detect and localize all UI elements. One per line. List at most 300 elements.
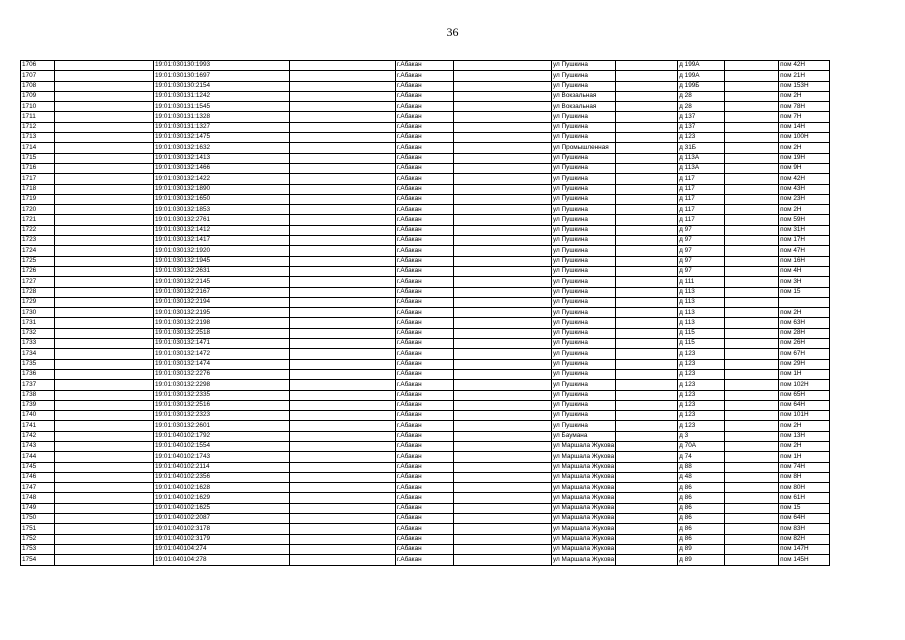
blank-cell <box>290 122 396 132</box>
blank-cell <box>725 143 779 153</box>
blank-cell <box>454 215 552 225</box>
blank-cell <box>55 266 154 276</box>
street-cell: ул Пушкина <box>552 163 616 173</box>
house-cell: д 123 <box>678 133 725 143</box>
blank-cell <box>725 472 779 482</box>
cadastral-number-cell: 19:01:030130:1993 <box>154 61 290 71</box>
blank-cell <box>616 81 678 91</box>
house-cell: д 199А <box>678 71 725 81</box>
row-number-cell: 1741 <box>21 421 55 431</box>
premises-cell: пом 2Н <box>779 205 830 215</box>
street-cell: ул Маршала Жукова <box>552 534 616 544</box>
blank-cell <box>725 328 779 338</box>
table-row <box>21 369 830 379</box>
blank-cell <box>725 256 779 266</box>
house-cell: д 86 <box>678 534 725 544</box>
street-cell: ул Пушкина <box>552 411 616 421</box>
blank-cell <box>290 534 396 544</box>
row-number-cell: 1739 <box>21 400 55 410</box>
blank-cell <box>290 514 396 524</box>
blank-cell <box>290 462 396 472</box>
house-cell: д 28 <box>678 91 725 101</box>
table-row <box>21 81 830 91</box>
row-number-cell: 1720 <box>21 205 55 215</box>
blank-cell <box>55 339 154 349</box>
blank-cell <box>454 349 552 359</box>
blank-cell <box>616 112 678 122</box>
blank-cell <box>454 194 552 204</box>
house-cell: д 117 <box>678 174 725 184</box>
city-cell: г.Абакан <box>396 236 454 246</box>
blank-cell <box>55 534 154 544</box>
blank-cell <box>616 163 678 173</box>
table-row <box>21 174 830 184</box>
blank-cell <box>55 246 154 256</box>
house-cell: д 97 <box>678 236 725 246</box>
table-row <box>21 380 830 390</box>
street-cell: ул Пушкина <box>552 328 616 338</box>
table-row <box>21 112 830 122</box>
city-cell: г.Абакан <box>396 174 454 184</box>
premises-cell: пом 100Н <box>779 133 830 143</box>
street-cell: ул Пушкина <box>552 308 616 318</box>
blank-cell <box>725 205 779 215</box>
blank-cell <box>454 390 552 400</box>
cadastral-number-cell: 19:01:040102:1629 <box>154 493 290 503</box>
cadastral-number-cell: 19:01:040102:1743 <box>154 452 290 462</box>
blank-cell <box>454 514 552 524</box>
city-cell: г.Абакан <box>396 544 454 554</box>
table-row <box>21 390 830 400</box>
street-cell: ул Маршала Жукова <box>552 472 616 482</box>
blank-cell <box>725 246 779 256</box>
city-cell: г.Абакан <box>396 462 454 472</box>
blank-cell <box>725 421 779 431</box>
row-number-cell: 1717 <box>21 174 55 184</box>
blank-cell <box>454 544 552 554</box>
blank-cell <box>725 266 779 276</box>
premises-cell: пом 2Н <box>779 421 830 431</box>
blank-cell <box>725 81 779 91</box>
table-row <box>21 143 830 153</box>
premises-cell: пом 63Н <box>779 318 830 328</box>
cadastral-number-cell: 19:01:030132:1890 <box>154 184 290 194</box>
street-cell: ул Пушкина <box>552 318 616 328</box>
premises-cell: пом 8Н <box>779 472 830 482</box>
table-row <box>21 246 830 256</box>
blank-cell <box>454 400 552 410</box>
table-row <box>21 328 830 338</box>
blank-cell <box>616 431 678 441</box>
street-cell: ул Пушкина <box>552 71 616 81</box>
house-cell: д 89 <box>678 544 725 554</box>
house-cell: д 86 <box>678 493 725 503</box>
cadastral-number-cell: 19:01:040102:3179 <box>154 534 290 544</box>
row-number-cell: 1732 <box>21 328 55 338</box>
premises-cell: пом 2Н <box>779 143 830 153</box>
blank-cell <box>55 277 154 287</box>
house-cell: д 113 <box>678 318 725 328</box>
blank-cell <box>290 266 396 276</box>
row-number-cell: 1716 <box>21 163 55 173</box>
house-cell: д 97 <box>678 266 725 276</box>
blank-cell <box>616 133 678 143</box>
blank-cell <box>290 483 396 493</box>
street-cell: ул Пушкина <box>552 153 616 163</box>
cadastral-number-cell: 19:01:030132:2167 <box>154 287 290 297</box>
street-cell: ул Маршала Жукова <box>552 555 616 565</box>
blank-cell <box>55 91 154 101</box>
blank-cell <box>725 544 779 554</box>
blank-cell <box>290 184 396 194</box>
street-cell: ул Пушкина <box>552 112 616 122</box>
blank-cell <box>55 328 154 338</box>
table-row <box>21 441 830 451</box>
city-cell: г.Абакан <box>396 483 454 493</box>
table-row <box>21 452 830 462</box>
blank-cell <box>454 122 552 132</box>
city-cell: г.Абакан <box>396 421 454 431</box>
street-cell: ул Пушкина <box>552 184 616 194</box>
blank-cell <box>55 215 154 225</box>
house-cell: д 123 <box>678 380 725 390</box>
blank-cell <box>55 71 154 81</box>
blank-cell <box>454 452 552 462</box>
blank-cell <box>55 380 154 390</box>
blank-cell <box>616 215 678 225</box>
street-cell: ул Пушкина <box>552 61 616 71</box>
cadastral-number-cell: 19:01:030132:1920 <box>154 246 290 256</box>
house-cell: д 3 <box>678 431 725 441</box>
cadastral-number-cell: 19:01:030132:2145 <box>154 277 290 287</box>
premises-cell: пом 59Н <box>779 215 830 225</box>
blank-cell <box>616 359 678 369</box>
cadastral-number-cell: 19:01:040102:1625 <box>154 503 290 513</box>
cadastral-number-cell: 19:01:030132:2298 <box>154 380 290 390</box>
premises-cell: пом 15 <box>779 287 830 297</box>
row-number-cell: 1718 <box>21 184 55 194</box>
blank-cell <box>454 421 552 431</box>
house-cell: д 86 <box>678 524 725 534</box>
city-cell: г.Абакан <box>396 297 454 307</box>
row-number-cell: 1727 <box>21 277 55 287</box>
blank-cell <box>616 390 678 400</box>
blank-cell <box>55 287 154 297</box>
table-row <box>21 256 830 266</box>
blank-cell <box>616 102 678 112</box>
blank-cell <box>290 349 396 359</box>
blank-cell <box>290 205 396 215</box>
blank-cell <box>616 462 678 472</box>
city-cell: г.Абакан <box>396 441 454 451</box>
house-cell: д 111 <box>678 277 725 287</box>
blank-cell <box>616 122 678 132</box>
blank-cell <box>616 534 678 544</box>
premises-cell: пом 67Н <box>779 349 830 359</box>
blank-cell <box>55 544 154 554</box>
premises-cell: пом 61Н <box>779 493 830 503</box>
blank-cell <box>616 236 678 246</box>
city-cell: г.Абакан <box>396 246 454 256</box>
blank-cell <box>55 297 154 307</box>
row-number-cell: 1719 <box>21 194 55 204</box>
blank-cell <box>290 277 396 287</box>
blank-cell <box>290 246 396 256</box>
row-number-cell: 1725 <box>21 256 55 266</box>
cadastral-number-cell: 19:01:030132:2516 <box>154 400 290 410</box>
street-cell: ул Пушкина <box>552 339 616 349</box>
blank-cell <box>725 163 779 173</box>
city-cell: г.Абакан <box>396 524 454 534</box>
house-cell: д 28 <box>678 102 725 112</box>
blank-cell <box>616 339 678 349</box>
row-number-cell: 1735 <box>21 359 55 369</box>
premises-cell: пом 102Н <box>779 380 830 390</box>
blank-cell <box>55 349 154 359</box>
premises-cell: пом 42Н <box>779 174 830 184</box>
blank-cell <box>616 472 678 482</box>
cadastral-number-cell: 19:01:030132:1945 <box>154 256 290 266</box>
premises-cell: пом 147Н <box>779 544 830 554</box>
row-number-cell: 1730 <box>21 308 55 318</box>
blank-cell <box>290 472 396 482</box>
blank-cell <box>290 555 396 565</box>
blank-cell <box>725 493 779 503</box>
cadastral-number-cell: 19:01:030131:1328 <box>154 112 290 122</box>
row-number-cell: 1744 <box>21 452 55 462</box>
blank-cell <box>454 483 552 493</box>
blank-cell <box>616 555 678 565</box>
row-number-cell: 1742 <box>21 431 55 441</box>
blank-cell <box>725 369 779 379</box>
blank-cell <box>454 555 552 565</box>
city-cell: г.Абакан <box>396 493 454 503</box>
cadastral-number-cell: 19:01:030130:2154 <box>154 81 290 91</box>
blank-cell <box>454 143 552 153</box>
blank-cell <box>55 555 154 565</box>
blank-cell <box>725 339 779 349</box>
blank-cell <box>290 236 396 246</box>
street-cell: ул Пушкина <box>552 205 616 215</box>
city-cell: г.Абакан <box>396 534 454 544</box>
row-number-cell: 1733 <box>21 339 55 349</box>
table-row <box>21 71 830 81</box>
row-number-cell: 1723 <box>21 236 55 246</box>
cadastral-number-cell: 19:01:030132:2601 <box>154 421 290 431</box>
blank-cell <box>725 174 779 184</box>
blank-cell <box>454 297 552 307</box>
city-cell: г.Абакан <box>396 143 454 153</box>
blank-cell <box>454 318 552 328</box>
cadastral-number-cell: 19:01:030132:1472 <box>154 349 290 359</box>
table-row <box>21 215 830 225</box>
table-row <box>21 287 830 297</box>
row-number-cell: 1751 <box>21 524 55 534</box>
cadastral-number-cell: 19:01:040102:3178 <box>154 524 290 534</box>
street-cell: ул Маршала Жукова <box>552 441 616 451</box>
page-number: 36 <box>446 25 459 39</box>
blank-cell <box>616 143 678 153</box>
table-row <box>21 493 830 503</box>
table-row <box>21 225 830 235</box>
premises-cell: пом 14Н <box>779 122 830 132</box>
blank-cell <box>454 462 552 472</box>
house-cell: д 117 <box>678 194 725 204</box>
cadastral-number-cell: 19:01:040102:1792 <box>154 431 290 441</box>
blank-cell <box>454 225 552 235</box>
blank-cell <box>725 287 779 297</box>
blank-cell <box>616 524 678 534</box>
blank-cell <box>55 81 154 91</box>
row-number-cell: 1748 <box>21 493 55 503</box>
blank-cell <box>616 400 678 410</box>
city-cell: г.Абакан <box>396 349 454 359</box>
blank-cell <box>454 472 552 482</box>
street-cell: ул Пушкина <box>552 400 616 410</box>
street-cell: ул Пушкина <box>552 81 616 91</box>
blank-cell <box>616 287 678 297</box>
street-cell: ул Вокзальная <box>552 91 616 101</box>
premises-cell: пом 23Н <box>779 194 830 204</box>
blank-cell <box>290 359 396 369</box>
blank-cell <box>55 400 154 410</box>
table-row <box>21 266 830 276</box>
house-cell: д 74 <box>678 452 725 462</box>
premises-cell: пом 28Н <box>779 328 830 338</box>
cadastral-number-cell: 19:01:030132:1650 <box>154 194 290 204</box>
cadastral-number-cell: 19:01:030132:2761 <box>154 215 290 225</box>
premises-cell: пом 26Н <box>779 339 830 349</box>
city-cell: г.Абакан <box>396 328 454 338</box>
blank-cell <box>290 380 396 390</box>
row-number-cell: 1710 <box>21 102 55 112</box>
blank-cell <box>55 411 154 421</box>
blank-cell <box>616 441 678 451</box>
blank-cell <box>290 225 396 235</box>
blank-cell <box>290 390 396 400</box>
table-row <box>21 318 830 328</box>
house-cell: д 89 <box>678 555 725 565</box>
table-row <box>21 277 830 287</box>
blank-cell <box>55 308 154 318</box>
blank-cell <box>616 246 678 256</box>
cadastral-number-cell: 19:01:040104:278 <box>154 555 290 565</box>
city-cell: г.Абакан <box>396 266 454 276</box>
blank-cell <box>290 61 396 71</box>
blank-cell <box>290 143 396 153</box>
premises-cell: пом 101Н <box>779 411 830 421</box>
city-cell: г.Абакан <box>396 215 454 225</box>
cadastral-number-cell: 19:01:030132:1853 <box>154 205 290 215</box>
blank-cell <box>616 225 678 235</box>
blank-cell <box>454 71 552 81</box>
table-row <box>21 205 830 215</box>
blank-cell <box>454 205 552 215</box>
row-number-cell: 1738 <box>21 390 55 400</box>
blank-cell <box>725 483 779 493</box>
blank-cell <box>290 174 396 184</box>
blank-cell <box>725 236 779 246</box>
blank-cell <box>454 524 552 534</box>
row-number-cell: 1721 <box>21 215 55 225</box>
blank-cell <box>616 297 678 307</box>
row-number-cell: 1729 <box>21 297 55 307</box>
house-cell: д 117 <box>678 184 725 194</box>
cadastral-number-cell: 19:01:030132:1475 <box>154 133 290 143</box>
street-cell: ул Пушкина <box>552 174 616 184</box>
street-cell: ул Пушкина <box>552 349 616 359</box>
row-number-cell: 1747 <box>21 483 55 493</box>
blank-cell <box>290 421 396 431</box>
blank-cell <box>725 390 779 400</box>
blank-cell <box>616 380 678 390</box>
house-cell: д 113 <box>678 287 725 297</box>
blank-cell <box>725 91 779 101</box>
city-cell: г.Абакан <box>396 503 454 513</box>
blank-cell <box>616 514 678 524</box>
blank-cell <box>55 441 154 451</box>
blank-cell <box>616 277 678 287</box>
blank-cell <box>454 184 552 194</box>
premises-cell: пом 21Н <box>779 71 830 81</box>
blank-cell <box>454 287 552 297</box>
blank-cell <box>725 441 779 451</box>
blank-cell <box>290 133 396 143</box>
blank-cell <box>290 441 396 451</box>
cadastral-number-cell: 19:01:040102:2087 <box>154 514 290 524</box>
blank-cell <box>290 503 396 513</box>
city-cell: г.Абакан <box>396 400 454 410</box>
cadastral-number-cell: 19:01:030132:2631 <box>154 266 290 276</box>
blank-cell <box>454 308 552 318</box>
street-cell: ул Пушкина <box>552 369 616 379</box>
row-number-cell: 1734 <box>21 349 55 359</box>
table-row <box>21 153 830 163</box>
blank-cell <box>55 493 154 503</box>
house-cell: д 199А <box>678 61 725 71</box>
premises-cell: пом 1Н <box>779 369 830 379</box>
house-cell: д 117 <box>678 215 725 225</box>
table-row <box>21 122 830 132</box>
blank-cell <box>454 174 552 184</box>
street-cell: ул Пушкина <box>552 246 616 256</box>
house-cell: д 115 <box>678 328 725 338</box>
premises-cell: пом 2Н <box>779 308 830 318</box>
premises-cell: пом 7Н <box>779 112 830 122</box>
blank-cell <box>616 349 678 359</box>
cadastral-number-cell: 19:01:030132:2194 <box>154 297 290 307</box>
blank-cell <box>454 411 552 421</box>
table-row <box>21 359 830 369</box>
street-cell: ул Промышленная <box>552 143 616 153</box>
blank-cell <box>290 256 396 266</box>
blank-cell <box>725 534 779 544</box>
blank-cell <box>55 359 154 369</box>
premises-cell: пом 64Н <box>779 514 830 524</box>
house-cell: д 115 <box>678 339 725 349</box>
blank-cell <box>725 61 779 71</box>
cadastral-number-cell: 19:01:030132:1466 <box>154 163 290 173</box>
cadastral-number-cell: 19:01:030132:1474 <box>154 359 290 369</box>
blank-cell <box>55 153 154 163</box>
blank-cell <box>725 133 779 143</box>
house-cell: д 199Б <box>678 81 725 91</box>
premises-cell: пом 31Н <box>779 225 830 235</box>
cadastral-number-cell: 19:01:030132:1417 <box>154 236 290 246</box>
blank-cell <box>725 359 779 369</box>
premises-cell: пом 15 <box>779 503 830 513</box>
blank-cell <box>725 462 779 472</box>
